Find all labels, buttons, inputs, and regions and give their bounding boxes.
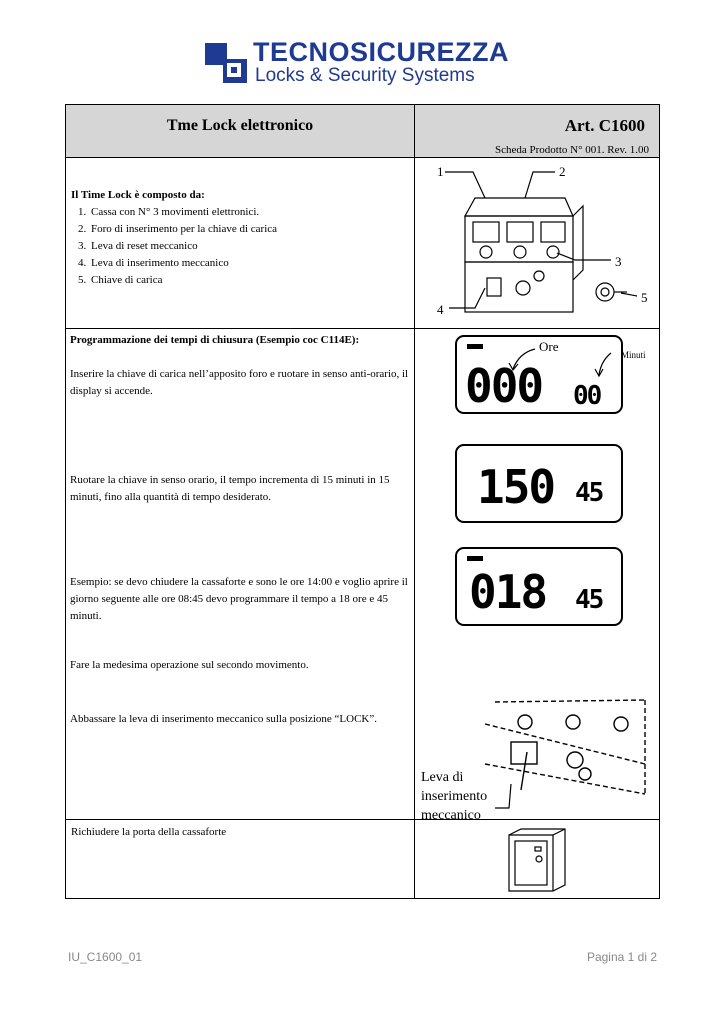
programming-heading: Programmazione dei tempi di chiusura (Esempio coc C114E): <box>70 334 360 346</box>
header-title-cell <box>66 105 415 158</box>
list-item: 1. Cassa con N° 3 movimenti elettronici. <box>89 204 409 221</box>
document-code: IU_C1600_01 <box>68 950 143 964</box>
article-code: Art. C1600 <box>564 116 645 135</box>
safe-figure-cell <box>415 820 660 899</box>
programming-cell <box>66 329 415 820</box>
step-5: Abbassare la leva di inserimento meccanico sulla posizione “LOCK”. <box>70 713 377 725</box>
display-hours: 018 <box>469 565 547 619</box>
sheet-number: Scheda Prodotto N° 001. Rev. 1.00 <box>494 144 649 156</box>
display-minutes: 45 <box>575 585 603 615</box>
components-cell <box>66 158 415 329</box>
list-item: 4. Leva di inserimento meccanico <box>89 255 409 272</box>
page-number: Pagina 1 di 2 <box>586 950 657 964</box>
display-minutes: 45 <box>575 478 603 508</box>
figure-label-5: 5 <box>641 290 648 305</box>
lever-label: Leva di inserimento meccanico <box>421 770 488 823</box>
logo-mark-icon <box>205 43 247 83</box>
header-article-cell <box>415 105 660 158</box>
figure-label-3: 3 <box>615 254 622 269</box>
components-heading: Il Time Lock è composto da: <box>71 189 205 201</box>
display-hours: 000 <box>465 359 543 413</box>
label-minutes: Minuti <box>621 350 646 360</box>
product-sheet-table <box>65 104 660 899</box>
figure-label-1: 1 <box>437 164 444 179</box>
figure-label-2: 2 <box>559 164 566 179</box>
list-item: 2. Foro di inserimento per la chiave di carica <box>89 221 409 238</box>
programming-figures-cell <box>415 329 660 823</box>
step-3: Esempio: se devo chiudere la cassaforte e sono le ore 14:00 e voglio aprire il giorno seguente alle ore 08:45 devo programmare il tempo a 18 ore e 45 minuti. <box>70 576 408 622</box>
list-item: 3. Leva di reset meccanico <box>89 238 409 255</box>
safe-icon <box>507 827 569 893</box>
brand-name: TECNOSICUREZZA <box>253 37 509 67</box>
components-list <box>71 204 409 289</box>
label-hours: Ore <box>539 339 559 354</box>
step-4: Fare la medesima operazione sul secondo movimento. <box>70 659 309 671</box>
components-figure-cell <box>415 158 660 329</box>
close-door-cell <box>66 820 415 899</box>
minus-sign-icon <box>467 344 483 349</box>
document-title: Tme Lock elettronico <box>166 117 314 134</box>
step-2: Ruotare la chiave in senso orario, il tempo incrementa di 15 minuti in 15 minuti, fino alla quantità di tempo desiderato. <box>70 474 390 503</box>
list-item: 5. Chiave di carica <box>89 272 409 289</box>
time-lock-drawing-icon <box>415 158 660 328</box>
minus-sign-icon <box>467 556 483 561</box>
company-logo <box>205 37 535 90</box>
close-door-text: Richiudere la porta della cassaforte <box>71 826 227 838</box>
lever-pointer-icon <box>495 784 525 819</box>
figure-label-4: 4 <box>437 302 444 317</box>
pointer-arrows-icon <box>505 343 625 393</box>
display-minutes: 00 <box>573 381 601 411</box>
brand-tagline: Locks & Security Systems <box>255 65 475 86</box>
display-hours: 150 <box>477 460 555 514</box>
step-1: Inserire la chiave di carica nell’apposito foro e ruotare in senso anti-orario, il display si accende. <box>70 368 409 397</box>
lcd-display-3 <box>455 547 623 626</box>
lcd-display-2 <box>455 444 623 523</box>
